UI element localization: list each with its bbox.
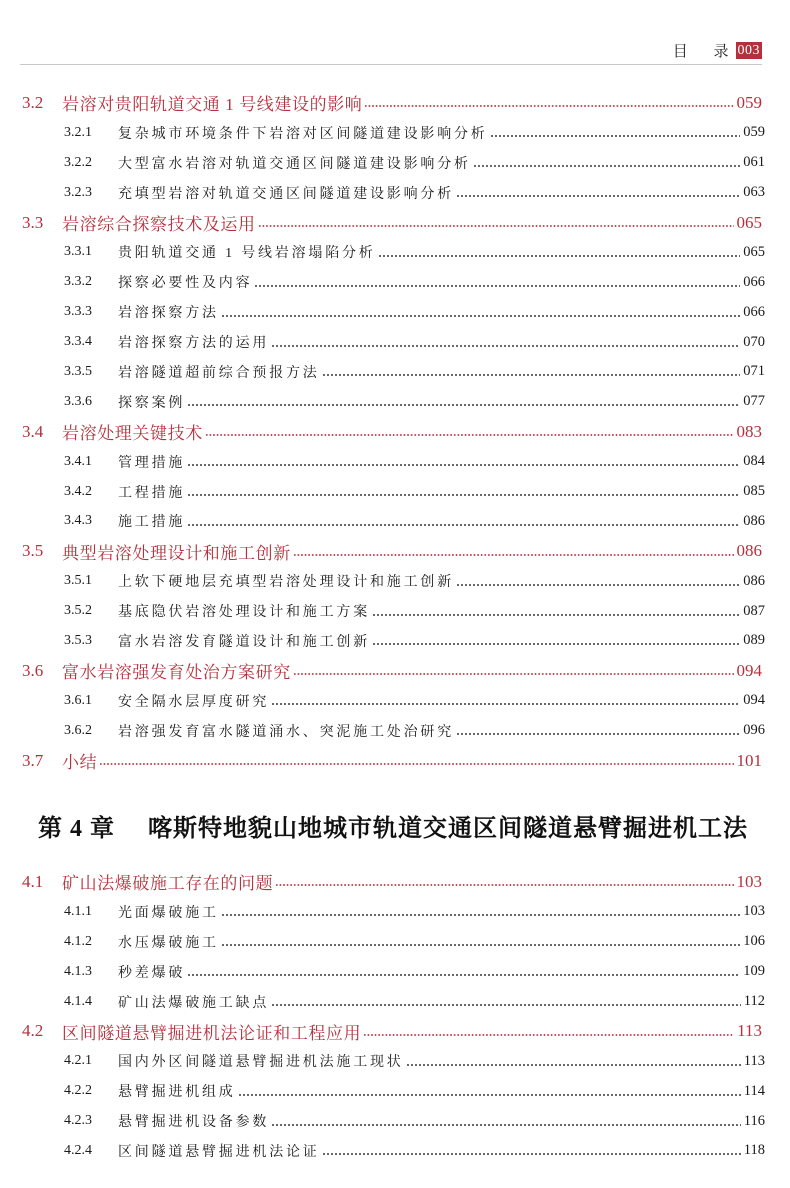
dot-leader <box>221 943 740 947</box>
toc-section-entry <box>0 88 790 118</box>
entry-title: 矿山法爆破施工缺点 <box>118 995 270 1011</box>
dot-leader <box>490 134 741 138</box>
entry-title: 水压爆破施工 <box>118 935 219 951</box>
toc-subsection-entry <box>0 237 790 267</box>
dot-leader <box>456 194 740 198</box>
toc-subsection-entry <box>0 897 790 927</box>
entry-number: 3.5.3 <box>64 632 92 648</box>
dot-leader <box>293 553 734 557</box>
entry-number: 3.3 <box>22 212 44 232</box>
entry-title: 探察必要性及内容 <box>118 276 253 292</box>
dot-leader <box>254 284 740 288</box>
header-rule <box>20 64 762 65</box>
entry-title: 岩溶综合探察技术及运用 <box>62 215 256 234</box>
entry-title: 复杂城市环境条件下岩溶对区间隧道建设影响分析 <box>118 126 488 142</box>
toc-section-entry <box>0 536 790 566</box>
entry-page-number: 101 <box>736 750 762 770</box>
dot-leader <box>363 1033 734 1037</box>
dot-leader <box>364 104 733 108</box>
toc-section-entry <box>0 867 790 897</box>
entry-title: 岩溶处理关键技术 <box>62 424 203 444</box>
entry-page-number: 086 <box>736 541 762 561</box>
toc-subsection-entry <box>0 387 790 417</box>
entry-number: 3.2.3 <box>64 184 92 200</box>
entry-number: 3.3.1 <box>64 244 92 260</box>
entry-number: 3.3.3 <box>64 304 92 320</box>
entry-number: 4.1.4 <box>64 993 92 1009</box>
entry-number: 3.2 <box>22 92 44 112</box>
toc-subsection-entry <box>0 506 790 536</box>
entry-number: 3.5.1 <box>64 573 92 589</box>
entry-page-number: 066 <box>743 273 765 290</box>
toc-subsection-entry <box>0 118 790 148</box>
entry-page-number: 061 <box>743 154 765 171</box>
entry-number: 4.2 <box>22 1021 44 1041</box>
toc-subsection-entry <box>0 357 790 387</box>
entry-page-number: 065 <box>736 212 762 232</box>
entry-page-number: 085 <box>743 483 765 500</box>
dot-leader <box>293 672 734 676</box>
entry-title: 矿山法爆破施工存在的问题 <box>62 874 274 894</box>
dot-leader <box>258 224 734 228</box>
entry-page-number: 086 <box>743 512 765 529</box>
dot-leader <box>378 254 741 258</box>
entry-number: 4.1 <box>22 871 44 891</box>
entry-page-number: 103 <box>736 871 762 891</box>
dot-leader <box>271 702 740 706</box>
entry-number: 3.3.5 <box>64 363 92 379</box>
entry-title: 贵阳轨道交通 1 号线岩溶塌陷分析 <box>118 246 376 262</box>
toc-subsection-entry <box>0 477 790 507</box>
entry-title: 光面爆破施工 <box>118 905 219 921</box>
entry-number: 3.3.2 <box>64 274 92 290</box>
entry-number: 3.4.1 <box>64 453 92 469</box>
entry-page-number: 077 <box>743 393 765 410</box>
entry-page-number: 059 <box>743 124 765 141</box>
toc-subsection-entry <box>0 596 790 626</box>
entry-number: 3.2.1 <box>64 124 92 140</box>
entry-page-number: 106 <box>743 933 765 950</box>
entry-page-number: 086 <box>743 572 765 589</box>
dot-leader <box>187 523 740 527</box>
entry-page-number: 059 <box>736 92 762 112</box>
entry-page-number: 084 <box>743 453 765 470</box>
toc-subsection-entry <box>0 267 790 297</box>
toc-subsection-entry <box>0 987 790 1017</box>
entry-page-number: 094 <box>736 660 762 680</box>
dot-leader <box>187 463 740 467</box>
entry-page-number: 118 <box>743 1142 765 1159</box>
entry-number: 4.2.1 <box>64 1053 92 1069</box>
entry-title: 工程措施 <box>118 485 186 501</box>
dot-leader <box>322 373 741 377</box>
entry-page-number: 070 <box>743 333 765 350</box>
entry-title: 岩溶强发育富水隧道涌水、突泥施工处治研究 <box>118 724 454 740</box>
entry-page-number: 109 <box>743 963 765 980</box>
entry-number: 3.5 <box>22 541 44 561</box>
running-header-label: 目 录 <box>672 44 729 60</box>
toc-subsection-entry <box>0 447 790 477</box>
toc-subsection-entry <box>0 297 790 327</box>
dot-leader <box>238 1093 741 1097</box>
toc-subsection-entry <box>0 626 790 656</box>
entry-page-number: 114 <box>743 1082 765 1099</box>
dot-leader <box>473 164 740 168</box>
entry-title: 秒差爆破 <box>118 965 186 981</box>
dot-leader <box>271 344 740 348</box>
toc-section-entry <box>0 746 790 776</box>
toc-section-entry <box>0 656 790 686</box>
entry-page-number: 094 <box>743 692 765 709</box>
entry-number: 3.4.3 <box>64 513 92 529</box>
running-header <box>673 40 762 61</box>
toc-section-entry <box>0 1016 790 1046</box>
entry-title: 小结 <box>62 753 98 773</box>
entry-title: 典型岩溶处理设计和施工创新 <box>62 543 291 563</box>
entry-number: 3.3.4 <box>64 334 92 350</box>
toc-subsection-entry <box>0 327 790 357</box>
entry-page-number: 112 <box>743 993 765 1009</box>
entry-number: 3.5.2 <box>64 603 92 619</box>
toc-subsection-entry <box>0 566 790 596</box>
toc-chapter-entries <box>0 867 790 1166</box>
toc-subsection-entry <box>0 148 790 178</box>
dot-leader <box>221 913 740 917</box>
entry-page-number: 116 <box>743 1112 765 1129</box>
entry-page-number: 103 <box>743 903 765 920</box>
dot-leader <box>372 613 740 617</box>
dot-leader <box>372 642 740 646</box>
entry-title: 悬臂掘进机组成 <box>118 1085 236 1101</box>
entry-number: 3.4 <box>22 421 44 441</box>
entry-number: 3.2.2 <box>64 154 92 170</box>
entry-title: 区间隧道悬臂掘进机法论证 <box>118 1144 320 1160</box>
entry-number: 4.1.3 <box>64 963 92 979</box>
entry-page-number: 066 <box>743 303 765 320</box>
entry-title: 岩溶隧道超前综合预报方法 <box>118 365 320 381</box>
entry-page-number: 065 <box>743 243 765 260</box>
dot-leader <box>322 1152 741 1156</box>
chapter-number: 第 4 章 <box>38 816 115 842</box>
entry-title: 富水岩溶发育隧道设计和施工创新 <box>118 634 370 650</box>
dot-leader <box>187 493 740 497</box>
entry-number: 3.7 <box>22 750 44 770</box>
entry-number: 4.1.1 <box>64 903 92 919</box>
toc-section-entry <box>0 417 790 447</box>
toc-section-entry <box>0 208 790 238</box>
dot-leader <box>406 1063 741 1067</box>
entry-page-number: 083 <box>736 421 762 441</box>
entry-title: 岩溶探察方法 <box>118 306 219 322</box>
toc-subsection-entry <box>0 1046 790 1076</box>
toc-subsection-entry <box>0 927 790 957</box>
entry-title: 区间隧道悬臂掘进机法论证和工程应用 <box>62 1023 362 1043</box>
dot-leader <box>456 732 740 736</box>
entry-page-number: 063 <box>743 184 765 201</box>
entry-page-number: 096 <box>743 722 765 739</box>
toc-subsection-entry <box>0 686 790 716</box>
entry-title: 悬臂掘进机设备参数 <box>118 1115 270 1131</box>
entry-number: 3.4.2 <box>64 483 92 499</box>
entry-title: 岩溶对贵阳轨道交通 1 号线建设的影响 <box>62 95 363 115</box>
entry-title: 国内外区间隧道悬臂掘进机法施工现状 <box>118 1055 404 1071</box>
entry-page-number: 089 <box>743 632 765 649</box>
toc-subsection-entry <box>0 1136 790 1166</box>
entry-title: 管理措施 <box>118 455 186 471</box>
toc-subsection-entry <box>0 1076 790 1106</box>
entry-title: 大型富水岩溶对轨道交通区间隧道建设影响分析 <box>118 156 471 172</box>
entry-title: 上软下硬地层充填型岩溶处理设计和施工创新 <box>118 575 454 591</box>
chapter-heading <box>38 812 748 846</box>
chapter-title: 喀斯特地貌山地城市轨道交通区间隧道悬臂掘进机工法 <box>148 816 748 842</box>
entry-number: 4.1.2 <box>64 933 92 949</box>
toc-continued-entries <box>0 88 790 775</box>
dot-leader <box>99 762 733 766</box>
entry-number: 4.2.4 <box>64 1142 92 1158</box>
entry-title: 富水岩溶强发育处治方案研究 <box>62 663 291 683</box>
page-number-badge: 003 <box>737 43 760 58</box>
entry-title: 安全隔水层厚度研究 <box>118 694 270 710</box>
entry-page-number: 087 <box>743 602 765 619</box>
dot-leader <box>275 883 733 887</box>
dot-leader <box>271 1123 741 1127</box>
entry-page-number: 113 <box>737 1021 762 1041</box>
toc-subsection-entry <box>0 957 790 987</box>
dot-leader <box>187 973 740 977</box>
entry-number: 4.2.3 <box>64 1113 92 1129</box>
entry-number: 3.6.1 <box>64 692 92 708</box>
entry-number: 3.3.6 <box>64 393 92 409</box>
toc-subsection-entry <box>0 1106 790 1136</box>
toc-subsection-entry <box>0 178 790 208</box>
entry-title: 充填型岩溶对轨道交通区间隧道建设影响分析 <box>118 186 454 202</box>
entry-number: 3.6.2 <box>64 722 92 738</box>
entry-title: 基底隐伏岩溶处理设计和施工方案 <box>118 605 370 621</box>
dot-leader <box>221 314 740 318</box>
dot-leader <box>205 433 734 437</box>
entry-title: 探察案例 <box>118 395 186 411</box>
toc-subsection-entry <box>0 716 790 746</box>
dot-leader <box>271 1003 741 1007</box>
entry-title: 岩溶探察方法的运用 <box>118 336 270 352</box>
entry-title: 施工措施 <box>118 515 186 531</box>
dot-leader <box>187 403 740 407</box>
entry-number: 4.2.2 <box>64 1083 92 1099</box>
entry-number: 3.6 <box>22 660 44 680</box>
entry-page-number: 071 <box>743 363 765 380</box>
entry-page-number: 113 <box>743 1052 765 1069</box>
dot-leader <box>456 583 740 587</box>
